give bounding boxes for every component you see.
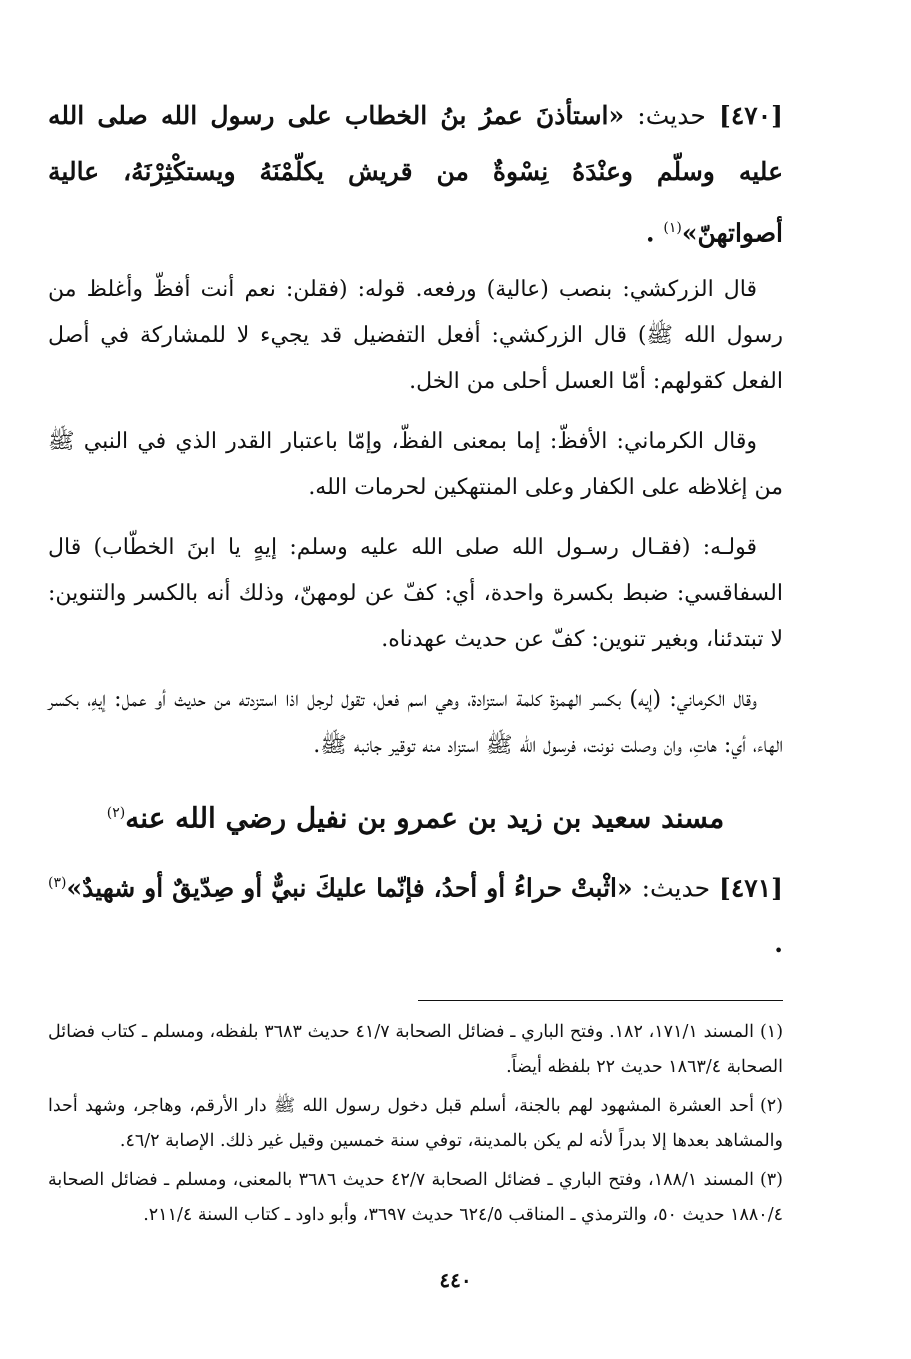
section-heading-text: مسند سعيد بن زيد بن عمرو بن نفيل رضي الله عنه [125, 801, 725, 835]
hadith-number: [٤٧١] [719, 872, 783, 902]
footnote-text: المسند ١٨٨/١، وفتح الباري ـ فضائل الصحابة ٤٢/٧ حديث ٣٦٨٦ بالمعنى، ومسلم ـ فضائل الصحابة ١٨٨٠/٤ حديث ٥٠، والترمذي ـ المناقب ٦٢٤/٥ حديث ٣٦٩٧، وأبو داود ـ كتاب السنة ٢١١/٤. [48, 1169, 783, 1225]
book-page [48, 88, 783, 1237]
footnote [48, 1015, 783, 1085]
hadith-text: «استأذنَ عمرُ بنُ الخطاب على رسول الله صلى الله عليه وسلّم وعنْدَهُ نِسْوةٌ من قريش يكلّمْنَهُ ويستكْثِرْنَهُ، عالية أصواتهنّ» [48, 101, 783, 248]
hadith-471 [48, 855, 783, 972]
footnote-ref: (٢) [106, 805, 126, 822]
footnote-text: المسند ١٧١/١، ١٨٢. وفتح الباري ـ فضائل الصحابة ٤١/٧ حديث ٣٦٨٣ بلفظه، ومسلم ـ كتاب فضائل الصحابة ١٨٦٣/٤ حديث ٢٢ بلفظه أيضاً. [48, 1021, 783, 1077]
hadith-label: حديث: [641, 872, 711, 902]
footnote [48, 1089, 783, 1159]
commentary-paragraph: وقال الكرماني: الأفظّ: إما بمعنى الفظّ، وإمّا باعتبار القدر الذي في النبي ﷺ من إغلاظه على الكفار وعلى المنتهكين لحرمات الله. [48, 429, 783, 501]
footnote-number: (١) [759, 1021, 784, 1042]
page-number: ٤٤٠ [439, 1268, 472, 1292]
footnote-number: (٢) [759, 1095, 783, 1116]
footnote-separator [418, 1000, 783, 1001]
footnote [48, 1163, 783, 1233]
commentary-paragraph: وقال الكرماني: (إيه) بكسر الهمزة كلمة استزادة، وهي اسم فعل، تقول لرجل اذا استزدته من حديث أو عمل: إيهِ، بكسر الهاء، أي: هاتِ، وان وصلت نونت، فرسول الله ﷺ استزاد منه توقير جانبه ﷺ. [48, 687, 783, 759]
hadith-end: . [645, 218, 655, 248]
section-heading [48, 783, 783, 848]
commentary-paragraph: قولـه: (فقـال رسـول الله صلى الله عليه وسلم: إيهٍ يا ابنَ الخطّاب) قال السفاقسي: ضبط بكسرة واحدة، أي: كفّ عن لومهنّ، وذلك أنه بالكسر والتنوين: لا تبتدئنا، وبغير تنوين: كفّ عن حديث عهدناه. [48, 535, 783, 653]
footnote-number: (٣) [759, 1169, 783, 1190]
hadith-end: . [774, 928, 783, 958]
footnote-ref: (١) [663, 220, 682, 236]
hadith-text: «اثْبتْ حراءُ أو أحدُ، فإنّما عليكَ نبيٌّ أو صِدّيقٌ أو شهيدٌ» [66, 872, 633, 902]
footnote-ref: (٣) [48, 874, 67, 891]
commentary-paragraph: قال الزركشي: بنصب (عالية) ورفعه. قوله: (فقلن: نعم أنت أفظّ وأغلظ من رسول الله ﷺ) قال الزركشي: أفعل التفضيل قد يجيء لا للمشاركة في أصل الفعل كقولهم: أمّا العسل أحلى من الخل. [48, 277, 783, 395]
hadith-label: حديث: [637, 101, 706, 130]
hadith-number: [٤٧٠] [719, 101, 783, 130]
footnote-text: أحد العشرة المشهود لهم بالجنة، أسلم قبل دخول رسول الله ﷺ دار الأرقم، وهاجر، وشهد أحدا والمشاهد بعدها إلا بدراً لأنه لم يكن بالمدينة، توفي سنة خمسين وقيل غير ذلك. الإصابة ٤٦/٢. [48, 1095, 783, 1151]
hadith-470 [48, 88, 783, 261]
